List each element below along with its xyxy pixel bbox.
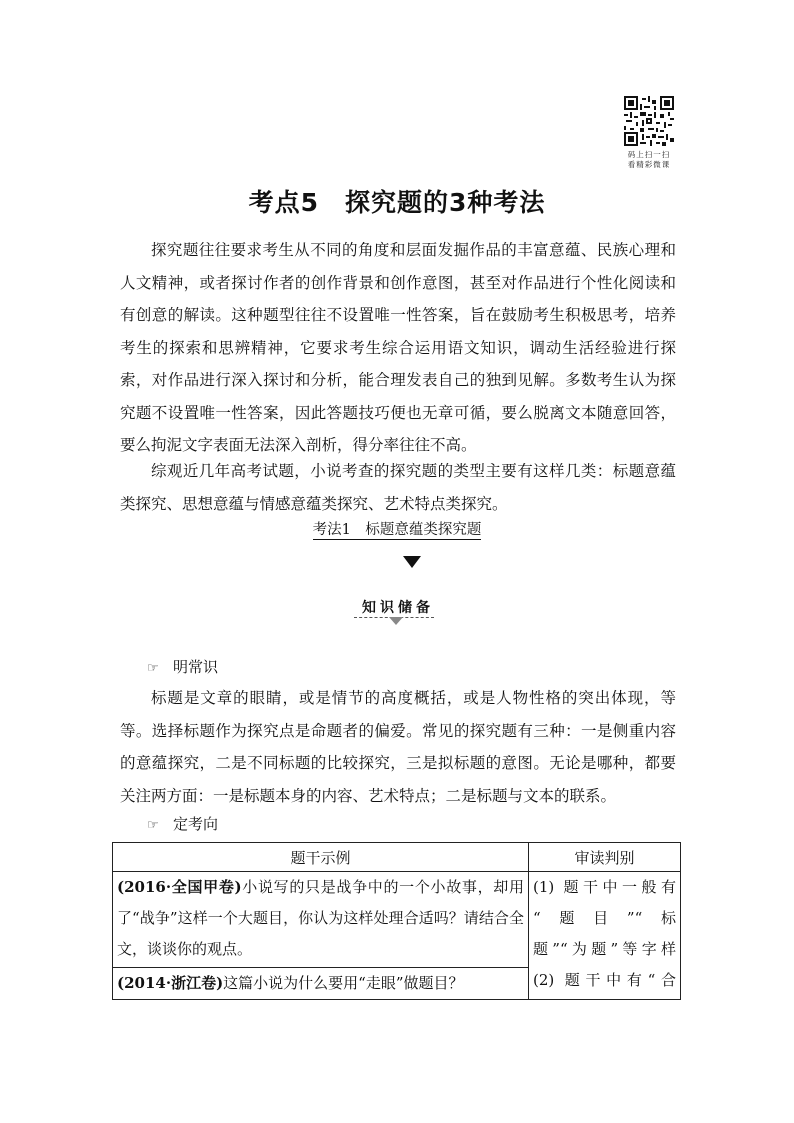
section-label-2: 定考向	[173, 815, 219, 833]
knowledge-label: 知识储备	[362, 600, 434, 616]
knowledge-pointer-icon	[389, 617, 403, 625]
table-header-row	[113, 843, 681, 872]
table-cell-judgement	[529, 872, 681, 1000]
table-cell-example	[113, 872, 529, 968]
pointing-hand-icon: ☞	[147, 661, 159, 676]
down-triangle-icon	[403, 556, 421, 568]
table-header-cell: 审读判别	[529, 843, 681, 872]
table-row	[113, 872, 681, 968]
example-source: (2014·浙江卷)	[117, 974, 224, 992]
example-source: (2016·全国甲卷)	[117, 878, 242, 896]
section-heading-1	[147, 656, 218, 677]
method-heading	[0, 518, 794, 539]
qr-caption	[612, 150, 686, 170]
pointing-hand-icon: ☞	[147, 818, 159, 833]
example-text: 这篇小说为什么要用“走眼”做题目？	[223, 974, 464, 992]
method-heading-text: 考法1 标题意蕴类探究题	[312, 522, 482, 538]
judgement-line: “题目”“标	[533, 909, 676, 927]
section-label-1: 明常识	[173, 658, 219, 676]
table-header-cell: 题干示例	[113, 843, 529, 872]
example-text: 小说写的只是战争中的一个小故事，却用了“战争”这样一个大题目，你认为这样处理合适吗？请结合全文，谈谈你的观点。	[117, 878, 524, 958]
judgement-line: (2) 题干中有“合	[533, 971, 676, 989]
qr-caption-line2: 看精彩微课	[627, 160, 671, 169]
exam-direction-table	[112, 842, 681, 1000]
judgement-line: (1) 题干中一般有	[533, 878, 676, 896]
table-cell-example	[113, 968, 529, 1000]
section1-paragraph: 标题是文章的眼睛，或是情节的高度概括，或是人物性格的突出体现，等等。选择标题作为探究点是命题者的偏爱。常见的探究题有三种：一是侧重内容的意蕴探究，二是不同标题的比较探究，三是拟标题的意图。无论是哪种，都要关注两方面：一是标题本身的内容、艺术特点；二是标题与文本的联系。	[120, 689, 676, 805]
judgement-line: 题”“为题”等字样	[533, 940, 676, 958]
intro-paragraph-2: 综观近几年高考试题，小说考查的探究题的类型主要有这样几类：标题意蕴类探究、思想意蕴与情感意蕴类探究、艺术特点类探究。	[120, 462, 676, 513]
qr-caption-line1: 码上扫一扫	[627, 150, 671, 159]
qr-code-image	[624, 96, 674, 146]
page-title: 考点5 探究题的3种考法	[248, 188, 546, 217]
section-heading-2	[147, 813, 218, 834]
intro-paragraph-1: 探究题往往要求考生从不同的角度和层面发掘作品的丰富意蕴、民族心理和人文精神，或者探讨作者的创作背景和创作意图，甚至对作品进行个性化阅读和有创意的解读。这种题型往往不设置唯一性答案，旨在鼓励考生积极思考，培养考生的探索和思辨精神，它要求考生综合运用语文知识，调动生活经验进行探索，对作品进行深入探讨和分析，能合理发表自己的独到见解。多数考生认为探究题不设置唯一性答案，因此答题技巧便也无章可循，要么脱离文本随意回答，要么拘泥文字表面无法深入剖析，得分率往往不高。	[120, 241, 676, 454]
